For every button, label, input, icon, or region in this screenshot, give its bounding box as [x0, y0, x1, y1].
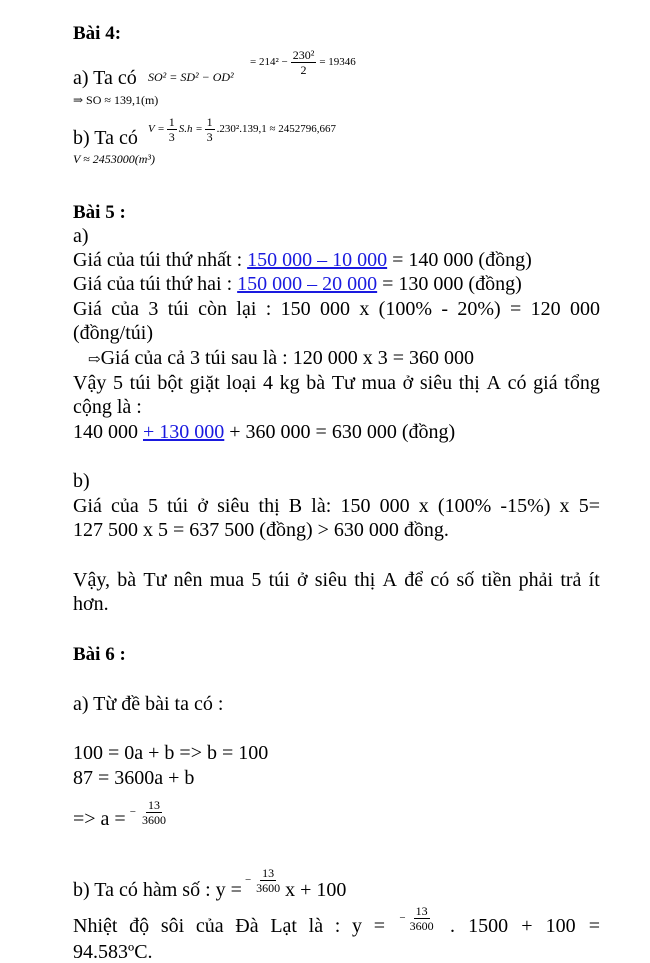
word: là: — [311, 495, 332, 517]
bai5-line3-cont: (đồng/túi) — [73, 322, 153, 344]
word: Tư — [143, 569, 167, 591]
bai4-b-frac2-den: 3 — [206, 130, 213, 144]
word: thị — [458, 372, 480, 394]
bai6-a-intro: a) Từ đề bài ta có : — [73, 693, 224, 715]
bai6-title: Bài 6 : — [73, 644, 126, 665]
word: phải — [518, 569, 554, 591]
bai5-line1-prefix: Giá của túi thứ nhất : — [73, 249, 243, 271]
word: : — [334, 915, 341, 937]
bai6-last-line — [73, 900, 600, 936]
word: A — [486, 372, 501, 394]
bai4-a-result: ⇒ SO ≈ 139,1(m) — [73, 93, 159, 107]
word: (100% — [437, 495, 492, 517]
word: 3 — [148, 298, 159, 320]
word: bà — [306, 372, 326, 394]
arrow-right-icon: ⇨ — [88, 352, 101, 368]
word: siêu — [217, 495, 250, 517]
word: = — [510, 298, 522, 320]
bai5-line4 — [88, 348, 474, 368]
bai4-b-frac1-den: 3 — [168, 130, 175, 144]
bai4-a-frac-den: 2 — [300, 63, 307, 77]
word: Giá — [73, 495, 102, 517]
word: 120 — [530, 298, 561, 320]
bai6-b-fraction — [254, 867, 282, 894]
word: còn — [198, 298, 228, 320]
word: giá — [533, 372, 558, 394]
word: loại — [226, 372, 257, 394]
word: túi — [129, 372, 151, 394]
bai5-line4-text: Giá của cả 3 túi sau là : 120 000 x 3 = 360 000 — [100, 347, 475, 369]
bai6-b-suffix: x + 100 — [285, 879, 347, 901]
word: + — [521, 915, 533, 937]
bai6-last-den: 3600 — [409, 918, 434, 933]
word: = — [373, 915, 385, 937]
word: siêu — [419, 372, 453, 394]
word: sôi — [160, 915, 185, 937]
bai5-line6 — [73, 422, 455, 442]
word: Vậy — [73, 372, 107, 394]
word: lại — [236, 298, 257, 320]
bai6-b-line — [73, 860, 346, 900]
bai5-line8-cont: hơn. — [73, 593, 109, 615]
bai5-part-b: b) — [73, 470, 90, 492]
word: của — [111, 298, 139, 320]
word: A — [382, 569, 397, 591]
word: (100% — [378, 298, 432, 320]
bai5-line1 — [73, 250, 532, 270]
bai5-line6-prefix: 140 000 — [73, 421, 138, 443]
bai4-b-frac2-num: 1 — [206, 115, 213, 129]
word: tổng — [564, 372, 600, 394]
bai5-line2-prefix: Giá của túi thứ hai : — [73, 273, 233, 295]
bai4-a-formula-left: SO² = SD² − OD² — [148, 70, 234, 84]
word: Giá — [73, 298, 102, 320]
word: 000 — [319, 298, 350, 320]
bai6-eq3-fraction — [140, 799, 168, 826]
word: túi — [167, 298, 189, 320]
word: có — [507, 372, 527, 394]
word: 5 — [147, 495, 158, 517]
bai6-last-suffix — [450, 900, 600, 936]
bai4-a-formula-start: = 214² − — [250, 56, 288, 68]
word: = — [588, 915, 600, 937]
word: độ — [129, 915, 150, 937]
word: nên — [173, 569, 203, 591]
word: là — [308, 915, 324, 937]
word: siêu — [314, 569, 347, 591]
word: 1500 — [468, 915, 509, 937]
word: mua — [209, 569, 245, 591]
word: ở — [197, 495, 208, 517]
bai6-eq2: 87 = 3600a + b — [73, 767, 195, 789]
bai5-line5 — [73, 373, 600, 393]
word: kg — [279, 372, 300, 394]
word: 150 — [280, 298, 311, 320]
word: 20%) — [457, 298, 501, 320]
bai5-title: Bài 5 : — [73, 202, 126, 223]
bai4-b-formula-start: V = — [148, 123, 165, 135]
bai4-a-frac-num: 230² — [292, 48, 315, 62]
word: 150 — [340, 495, 371, 517]
word: Lạt — [270, 915, 297, 937]
bai4-b-formula-end: .230².139,1 ≈ 2452796,667 — [216, 123, 336, 135]
bai5-line2-suffix: = 130 000 (đồng) — [382, 273, 522, 295]
bai5-line5-cont: cộng là : — [73, 396, 142, 418]
bai6-b-sign: − — [244, 873, 252, 886]
word: - — [441, 298, 449, 320]
bai5-line7-cont: 127 500 x 5 = 637 500 (đồng) > 630 000 đồng. — [73, 519, 449, 541]
word: số — [456, 569, 475, 591]
bai6-eq3 — [73, 795, 168, 829]
word: bột — [157, 372, 183, 394]
bai5-line2 — [73, 274, 522, 294]
word: 100 — [545, 915, 576, 937]
word: của — [195, 915, 224, 937]
word: Nhiệt — [73, 915, 118, 937]
word: bà — [117, 569, 137, 591]
bai6-eq3-prefix: => a = — [73, 808, 126, 830]
word: x — [418, 495, 429, 517]
bai5-line6-suffix: + 360 000 = 630 000 (đồng) — [229, 421, 456, 443]
bai5-line1-link[interactable]: 150 000 – 10 000 — [247, 249, 388, 271]
word: trả — [560, 569, 582, 591]
bai5-part-a: a) — [73, 225, 89, 247]
bai4-b-prefix: b) Ta có — [73, 127, 138, 149]
bai4-b-fraction-1 — [167, 116, 177, 143]
word: x — [359, 298, 370, 320]
bai6-last-fraction-group — [399, 905, 435, 932]
bai5-line1-suffix: = 140 000 (đồng) — [392, 249, 532, 271]
word: 000 — [379, 495, 410, 517]
bai5-line6-link[interactable]: + 130 000 — [143, 421, 225, 443]
bai6-last-sign: − — [399, 911, 406, 924]
word: 5 — [112, 372, 123, 394]
word: có — [430, 569, 450, 591]
word: . — [450, 915, 455, 937]
word: : — [265, 298, 272, 320]
word: mua — [361, 372, 396, 394]
word: Vậy, — [73, 569, 111, 591]
word: Đà — [235, 915, 259, 937]
bai6-b-num: 13 — [262, 865, 275, 880]
word: y — [352, 915, 363, 937]
bai6-last-cont: 94.583ºC. — [73, 941, 153, 963]
word: ít — [588, 569, 600, 591]
word: ở — [296, 569, 308, 591]
word: Tư — [331, 372, 355, 394]
word: của — [111, 495, 139, 517]
word: thị — [354, 569, 376, 591]
word: B — [288, 495, 303, 517]
bai6-last-num: 13 — [415, 903, 428, 918]
bai5-line3 — [73, 299, 600, 319]
word: 5 — [251, 569, 262, 591]
bai6-last-prefix — [73, 900, 385, 936]
bai4-title: Bài 4: — [73, 23, 122, 44]
word: túi — [167, 495, 189, 517]
bai4-b-result: V ≈ 2453000(m³) — [73, 152, 155, 166]
word: 5= — [578, 495, 600, 517]
word: giặt — [189, 372, 220, 394]
word: để — [404, 569, 424, 591]
word: thị — [258, 495, 280, 517]
word: 000 — [570, 298, 600, 320]
bai4-a-formula-end: = 19346 — [319, 56, 356, 68]
bai4-b-formula — [148, 116, 336, 143]
word: 4 — [262, 372, 273, 394]
word: túi — [268, 569, 290, 591]
word: ở — [402, 372, 414, 394]
word: x — [559, 495, 570, 517]
bai4-a-prefix: a) Ta có — [73, 67, 137, 89]
bai4-a-formula-right — [250, 49, 356, 76]
bai5-line8 — [73, 570, 600, 590]
bai6-eq3-den: 3600 — [141, 812, 166, 827]
bai5-line2-link[interactable]: 150 000 – 20 000 — [237, 273, 378, 295]
bai6-b-prefix: b) Ta có hàm số : y = — [73, 879, 242, 901]
word: tiền — [481, 569, 512, 591]
bai6-eq1: 100 = 0a + b => b = 100 — [73, 742, 269, 764]
bai6-last-fraction — [408, 905, 436, 932]
word: -15%) — [500, 495, 551, 517]
bai6-eq3-sign: − — [129, 805, 136, 818]
bai6-eq3-num: 13 — [147, 797, 160, 812]
bai4-b-formula-mid: S.h = — [178, 123, 203, 135]
bai4-b-frac1-num: 1 — [168, 115, 175, 129]
bai5-line7 — [73, 496, 600, 516]
bai4-b-fraction-2 — [205, 116, 215, 143]
bai4-a-fraction — [291, 49, 317, 76]
bai6-b-den: 3600 — [256, 880, 281, 895]
